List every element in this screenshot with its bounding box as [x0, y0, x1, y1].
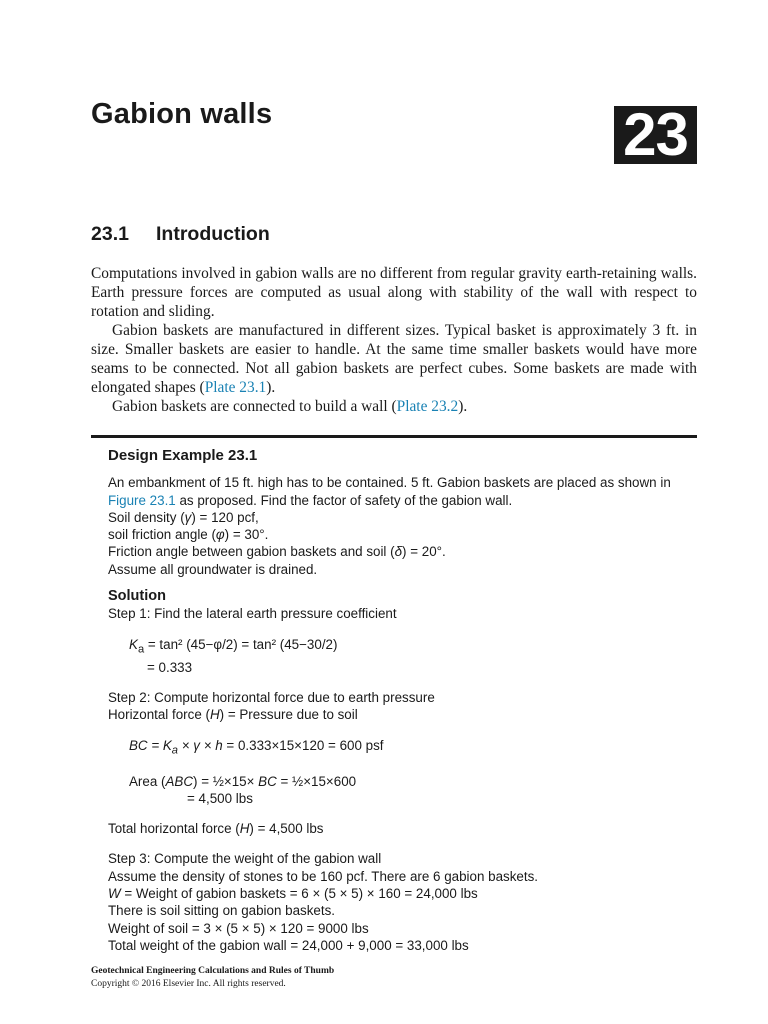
chapter-number-badge: 23: [614, 106, 697, 164]
figure-23-1-link[interactable]: Figure 23.1: [108, 492, 176, 508]
example-text: as proposed. Find the factor of safety of the gabion wall.: [175, 492, 513, 508]
example-text: ) = 30°.: [224, 527, 269, 543]
example-line: Assume all groundwater is drained.: [108, 561, 318, 577]
step-2-detail: [108, 706, 700, 723]
delta-symbol: δ: [394, 544, 403, 560]
equation-ka: [108, 636, 700, 659]
example-text: ) = 120 pcf,: [191, 509, 259, 525]
section-number: 23.1: [91, 223, 129, 245]
equation-symbol: K: [129, 636, 138, 652]
equation-area: [108, 773, 700, 790]
step-3-detail: Assume the density of stones to be 160 pcf. There are 6 gabion baskets.: [108, 868, 539, 884]
equation-text: ) = ½×15×: [193, 773, 259, 789]
intro-paragraph-3-text: Gabion baskets are connected to build a wall (: [112, 398, 397, 415]
page-footer: [91, 965, 334, 991]
example-line: [108, 543, 700, 560]
equation-area-result: = 4,500 lbs: [187, 790, 253, 806]
equation-subscript: a: [171, 744, 179, 757]
intro-paragraph-2: [91, 321, 697, 397]
step-3-detail: There is soil sitting on gabion baskets.: [108, 903, 336, 919]
equation-text: × γ × h: [178, 737, 223, 753]
example-divider: [91, 435, 697, 438]
chapter-title: Gabion walls: [91, 98, 273, 130]
footer-copyright: Copyright © 2016 Elsevier Inc. All rights reserved.: [91, 979, 286, 989]
equation-text: = tan² (45−φ/2) = tan² (45−30/2): [144, 636, 338, 652]
intro-paragraph-3-end: ).: [458, 398, 468, 415]
example-text: Soil density (: [108, 509, 185, 525]
example-text: Friction angle between gabion baskets and soil (: [108, 544, 395, 560]
intro-text: [91, 264, 697, 416]
equation-symbol: H: [239, 821, 250, 837]
step-1: Step 1: Find the lateral earth pressure coefficient: [108, 606, 397, 622]
plate-23-1-link[interactable]: Plate 23.1: [204, 379, 267, 396]
example-text: ) = 20°.: [402, 544, 446, 560]
example-line: An embankment of 15 ft. high has to be contained. 5 ft. Gabion baskets are placed as shown in: [108, 475, 671, 491]
example-text: Total horizontal force (: [108, 821, 240, 837]
intro-paragraph-1: Computations involved in gabion walls are no different from regular gravity earth-retaining walls. Earth pressure forces are computed as usual along with stability of the wall with respect to rotation and sliding.: [91, 265, 697, 320]
equation-ka-result: = 0.333: [147, 659, 193, 675]
phi-symbol: φ: [215, 527, 225, 543]
example-text: ) = Pressure due to soil: [219, 707, 358, 723]
gamma-symbol: γ: [184, 509, 192, 525]
section-title: Introduction: [156, 223, 270, 245]
equation-bc: [108, 737, 700, 760]
equation-subscript: a: [137, 643, 145, 656]
example-text: = Weight of gabion baskets = 6 × (5 × 5) × 160 = 24,000 lbs: [120, 885, 478, 901]
solution-heading: Solution: [108, 588, 166, 605]
step-2: Step 2: Compute horizontal force due to earth pressure: [108, 689, 435, 705]
example-title: Design Example 23.1: [108, 447, 258, 464]
design-example: [108, 447, 700, 954]
equation-symbol: BC: [258, 773, 277, 789]
equation-text: = ½×15×600: [276, 773, 357, 789]
equation-symbol: ABC: [165, 773, 194, 789]
equation-text: Area (: [129, 773, 166, 789]
intro-paragraph-3: [91, 397, 697, 416]
example-text: ) = 4,500 lbs: [249, 821, 324, 837]
equation-text: BC = K: [129, 737, 172, 753]
intro-paragraph-2-end: ).: [266, 379, 276, 396]
example-line: [108, 526, 700, 543]
example-line: [108, 492, 700, 509]
step-3-detail: [108, 885, 700, 902]
intro-paragraph-2-text: Gabion baskets are manufactured in different sizes. Typical basket is approximately 3 ft. in size. Smaller baskets are easier to handle. At the same time smaller baskets would have more seams to be connected. Not all gabion baskets are perfect cubes. Some baskets are made with elongated shapes (: [91, 322, 697, 396]
plate-23-2-link[interactable]: Plate 23.2: [396, 398, 459, 415]
step-3: Step 3: Compute the weight of the gabion wall: [108, 851, 382, 867]
equation-symbol: W: [108, 885, 121, 901]
equation-symbol: H: [209, 707, 220, 723]
example-line: [108, 509, 700, 526]
step-3-detail: Total weight of the gabion wall = 24,000 + 9,000 = 33,000 lbs: [108, 937, 469, 953]
section-heading: [91, 223, 270, 246]
step-3-detail: Weight of soil = 3 × (5 × 5) × 120 = 9000 lbs: [108, 920, 369, 936]
footer-book-title: Geotechnical Engineering Calculations and Rules of Thumb: [91, 966, 335, 976]
equation-text: = 0.333×15×120 = 600 psf: [222, 737, 384, 753]
total-horizontal-force: [108, 820, 700, 837]
example-text: soil friction angle (: [108, 527, 216, 543]
example-text: Horizontal force (: [108, 707, 210, 723]
